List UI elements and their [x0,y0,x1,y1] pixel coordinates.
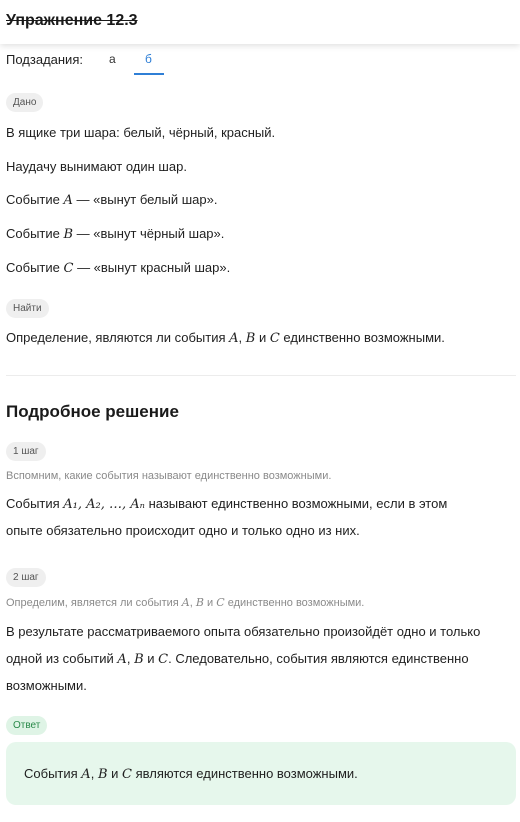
tab-a[interactable]: а [109,52,116,66]
given-event-b [6,226,224,242]
var-a: A [63,193,73,208]
step-1-chip: 1 шаг [6,442,46,461]
exercise-title: Упражнение 12.3 [6,12,138,29]
answer-text [24,766,358,782]
answer-prefix: События [24,766,78,781]
var-c: C [122,767,132,782]
step-2-hint-suffix: единственно возможными. [227,597,365,609]
given-line-1: В ящике три шара: белый, чёрный, красный. [6,125,276,140]
step-2-hint [6,596,364,609]
var-a: A [117,652,127,667]
var-c: C [158,652,169,667]
step-2-chip: 2 шаг [6,568,46,587]
event-a-text: — «вынут белый шар». [76,192,218,207]
var-b: B [195,596,204,609]
var-sequence: A₁, A₂, …, Aₙ [63,497,145,512]
subtasks-label: Подзадания: [6,52,83,67]
solution-title: Подробное решение [6,402,179,421]
answer-suffix: являются единственно возможными. [135,766,358,781]
var-a: A [229,331,239,346]
step-1-line-2: опыте обязательно происходит одно и только одно из них. [6,523,360,538]
step-2-line-1: В результате рассматриваемого опыта обязательно произойдёт одно и только [6,624,481,639]
answer-chip: Ответ [6,716,47,735]
given-line-2: Наудачу вынимают один шар. [6,159,187,174]
given-event-c [6,260,230,276]
event-word: Событие [6,192,60,207]
step-1-line-1 [6,496,447,512]
step-2-line-2 [6,651,469,667]
subtasks-bar [0,44,520,76]
find-chip: Найти [6,299,49,318]
event-c-text: — «вынут красный шар». [77,260,231,275]
page-header [0,0,520,44]
comma: , [126,651,131,666]
step-1-prefix: События [6,496,60,511]
answer-box [6,742,516,805]
event-word: Событие [6,260,60,275]
and-word: и [111,766,119,781]
var-c: C [63,261,74,276]
and-word: и [207,597,214,609]
var-a: A [181,596,190,609]
find-suffix: единственно возможными. [283,330,445,345]
comma: , [238,330,243,345]
step-2-line-3: возможными. [6,678,87,693]
event-word: Событие [6,226,60,241]
var-c: C [269,331,280,346]
var-c: C [216,596,225,609]
given-event-a [6,192,217,208]
var-b: B [97,767,108,782]
find-prefix: Определение, являются ли события [6,330,226,345]
tab-b[interactable]: б [145,52,152,66]
step-1-hint: Вспомним, какие события называют единственно возможными. [6,470,332,482]
and-word: и [147,651,155,666]
given-chip: Дано [6,93,43,112]
step-2-hint-prefix: Определим, является ли события [6,597,179,609]
step-1-suffix: называют единственно возможными, если в этом [148,496,448,511]
event-b-text: — «вынут чёрный шар». [76,226,225,241]
comma: , [189,597,193,609]
section-divider [6,375,516,376]
active-tab-indicator [134,73,164,75]
var-b: B [63,227,74,242]
var-b: B [134,652,144,667]
var-a: A [81,767,91,782]
step-2-line-2-prefix: одной из событий [6,651,114,666]
var-b: B [245,331,256,346]
comma: , [90,766,95,781]
step-2-line-2-suffix: . Следовательно, события являются единственно [168,651,469,666]
find-line [6,330,445,346]
and-word: и [258,330,267,345]
